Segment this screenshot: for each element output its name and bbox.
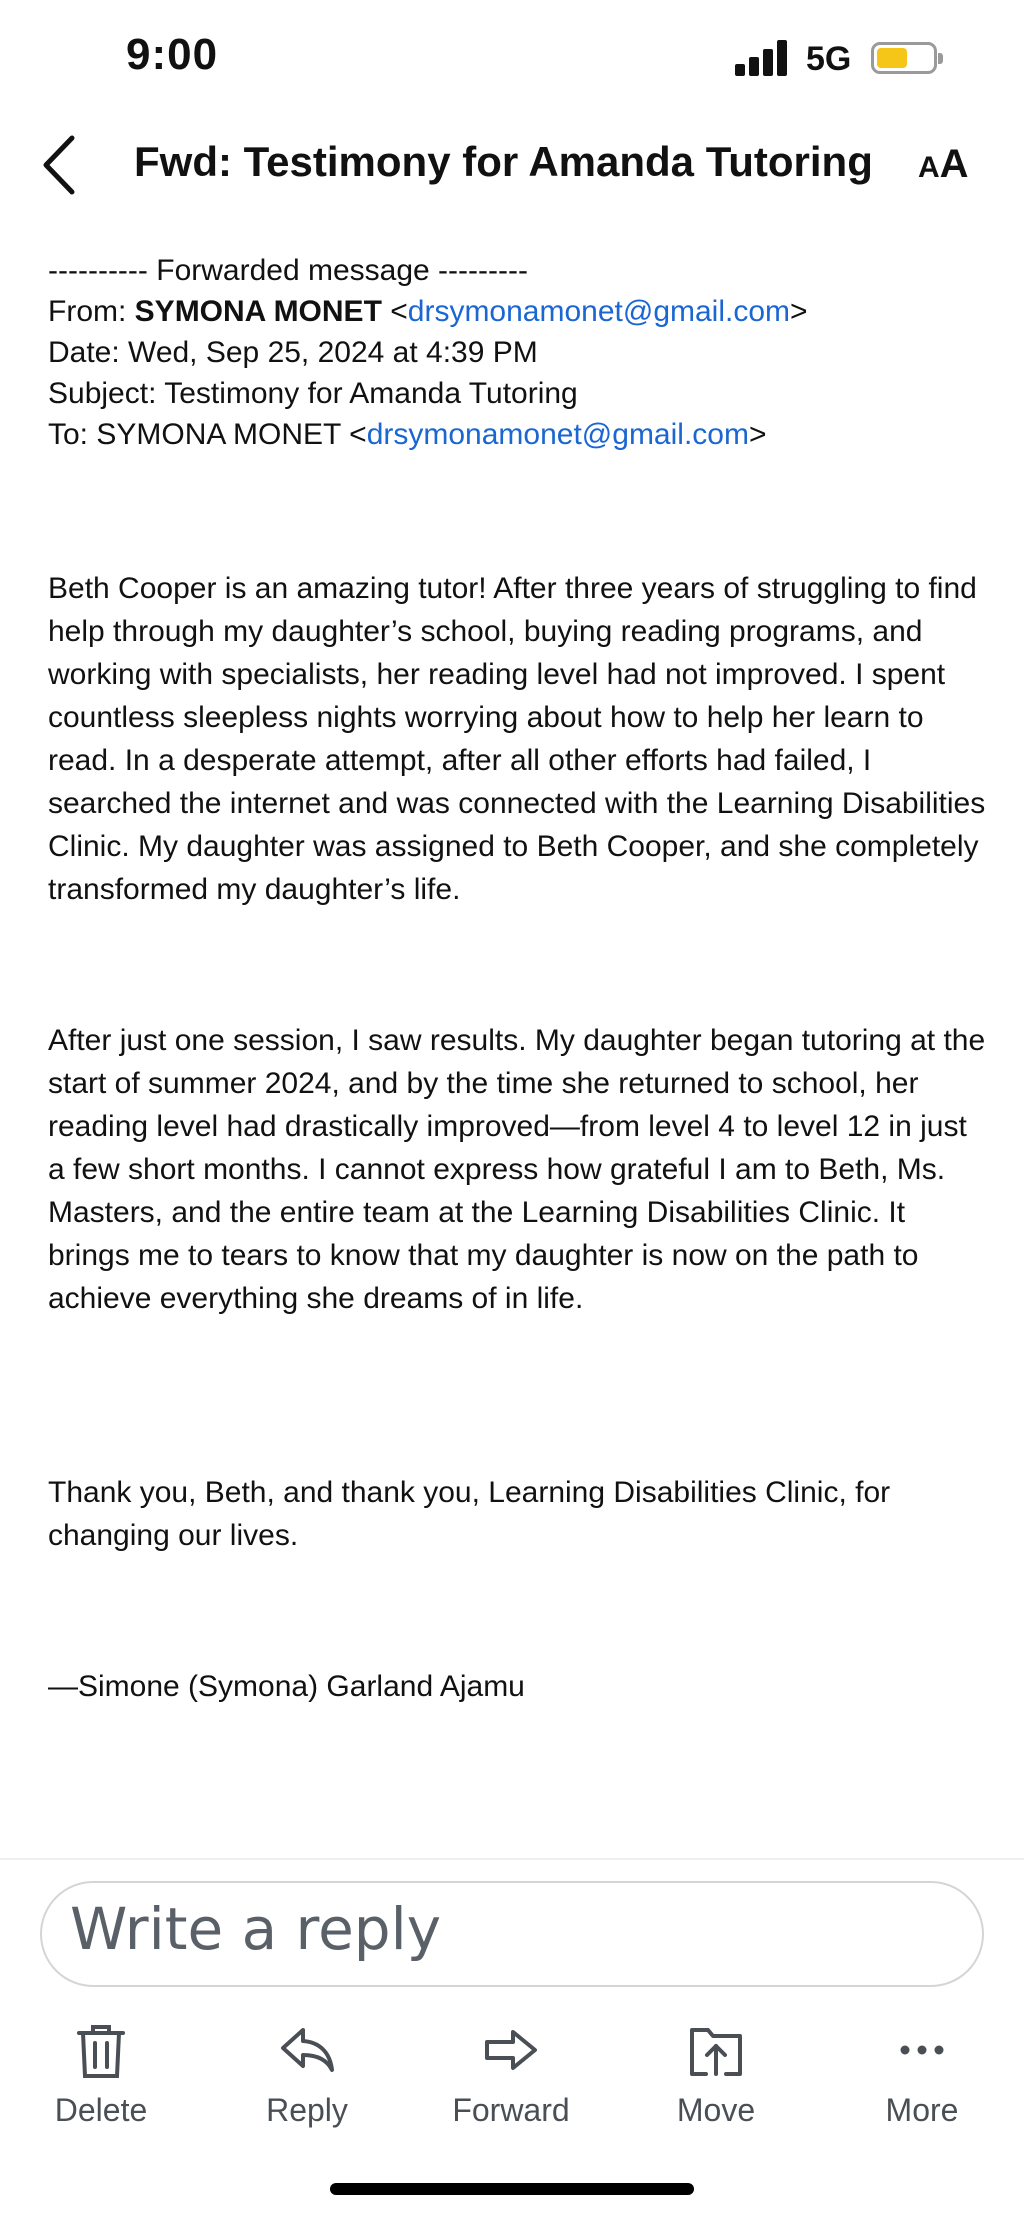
reply-label: Reply	[266, 2092, 348, 2128]
reply-input[interactable]: Write a reply	[40, 1881, 984, 1987]
back-button[interactable]	[36, 130, 86, 200]
body-paragraph-1: Beth Cooper is an amazing tutor! After three years of struggling to find help through my daughter’s school, buying reading programs, and working with specialists, her reading level had not improved. I spent countless sleepless nights worrying about how to help her learn to read. In a desperate attempt, after all other efforts had failed, I searched the internet and was connected with the Learning Disabilities Clinic. My daughter was assigned to Beth Cooper, and she completely transformed my daughter’s life.	[48, 572, 986, 906]
signature: —Simone (Symona) Garland Ajamu	[48, 1670, 525, 1703]
date-line: Date: Wed, Sep 25, 2024 at 4:39 PM	[48, 336, 538, 369]
email-meta	[48, 250, 978, 455]
more-button[interactable]	[842, 2020, 1002, 2129]
email-header	[0, 120, 1024, 220]
reply-icon	[277, 2020, 337, 2080]
email-subject-title: Fwd: Testimony for Amanda Tutoring	[134, 138, 873, 185]
home-indicator[interactable]	[330, 2183, 694, 2195]
more-label: More	[885, 2092, 959, 2128]
delete-label: Delete	[54, 2092, 148, 2128]
to-line: To: SYMONA MONET <drsymonamonet@gmail.com>	[48, 418, 767, 451]
text-size-icon-small: A	[918, 151, 940, 184]
battery-icon	[871, 42, 937, 74]
signal-icon	[735, 40, 791, 76]
move-button[interactable]	[636, 2020, 796, 2129]
trash-icon	[71, 2020, 131, 2080]
to-email-link[interactable]: drsymonamonet@gmail.com	[366, 418, 749, 451]
body-paragraph-2: After just one session, I saw results. My daughter began tutoring at the start of summer 2024, and by the time she returned to school, her reading level had drastically improved—from level 4 to level 12 in just a few short months. I cannot express how grateful I am to Beth, Ms. Masters, and the entire team at the Learning Disabilities Clinic. It brings me to tears to know that my daughter is now on the path to achieve everything she dreams of in life.	[48, 1024, 986, 1315]
subject-line: Subject: Testimony for Amanda Tutoring	[48, 377, 578, 410]
from-line: From: SYMONA MONET <drsymonamonet@gmail.com>	[48, 295, 808, 328]
more-dots-icon	[892, 2020, 952, 2080]
from-label: From:	[48, 295, 127, 328]
status-bar	[0, 0, 1024, 120]
forward-label: Forward	[452, 2092, 570, 2128]
forward-button[interactable]	[431, 2020, 591, 2129]
move-label: Move	[676, 2092, 756, 2128]
chevron-left-icon	[36, 130, 86, 200]
status-time: 9:00	[126, 30, 219, 79]
forward-arrow-icon	[481, 2020, 541, 2080]
text-size-button[interactable]	[918, 142, 969, 187]
divider	[0, 1858, 1024, 1860]
body-paragraph-3: Thank you, Beth, and thank you, Learning Disabilities Clinic, for changing our lives.	[48, 1476, 891, 1552]
forward-line: ---------- Forwarded message ---------	[48, 254, 528, 287]
network-label: 5G	[806, 40, 852, 78]
from-name: SYMONA MONET	[134, 295, 382, 328]
reply-button[interactable]	[227, 2020, 387, 2129]
from-email-link[interactable]: drsymonamonet@gmail.com	[407, 295, 791, 328]
delete-button[interactable]	[21, 2020, 181, 2129]
text-size-icon-large: A	[939, 142, 969, 186]
move-folder-icon	[686, 2020, 746, 2080]
to-label: To: SYMONA MONET	[48, 418, 341, 451]
bottom-toolbar	[0, 2020, 1024, 2150]
